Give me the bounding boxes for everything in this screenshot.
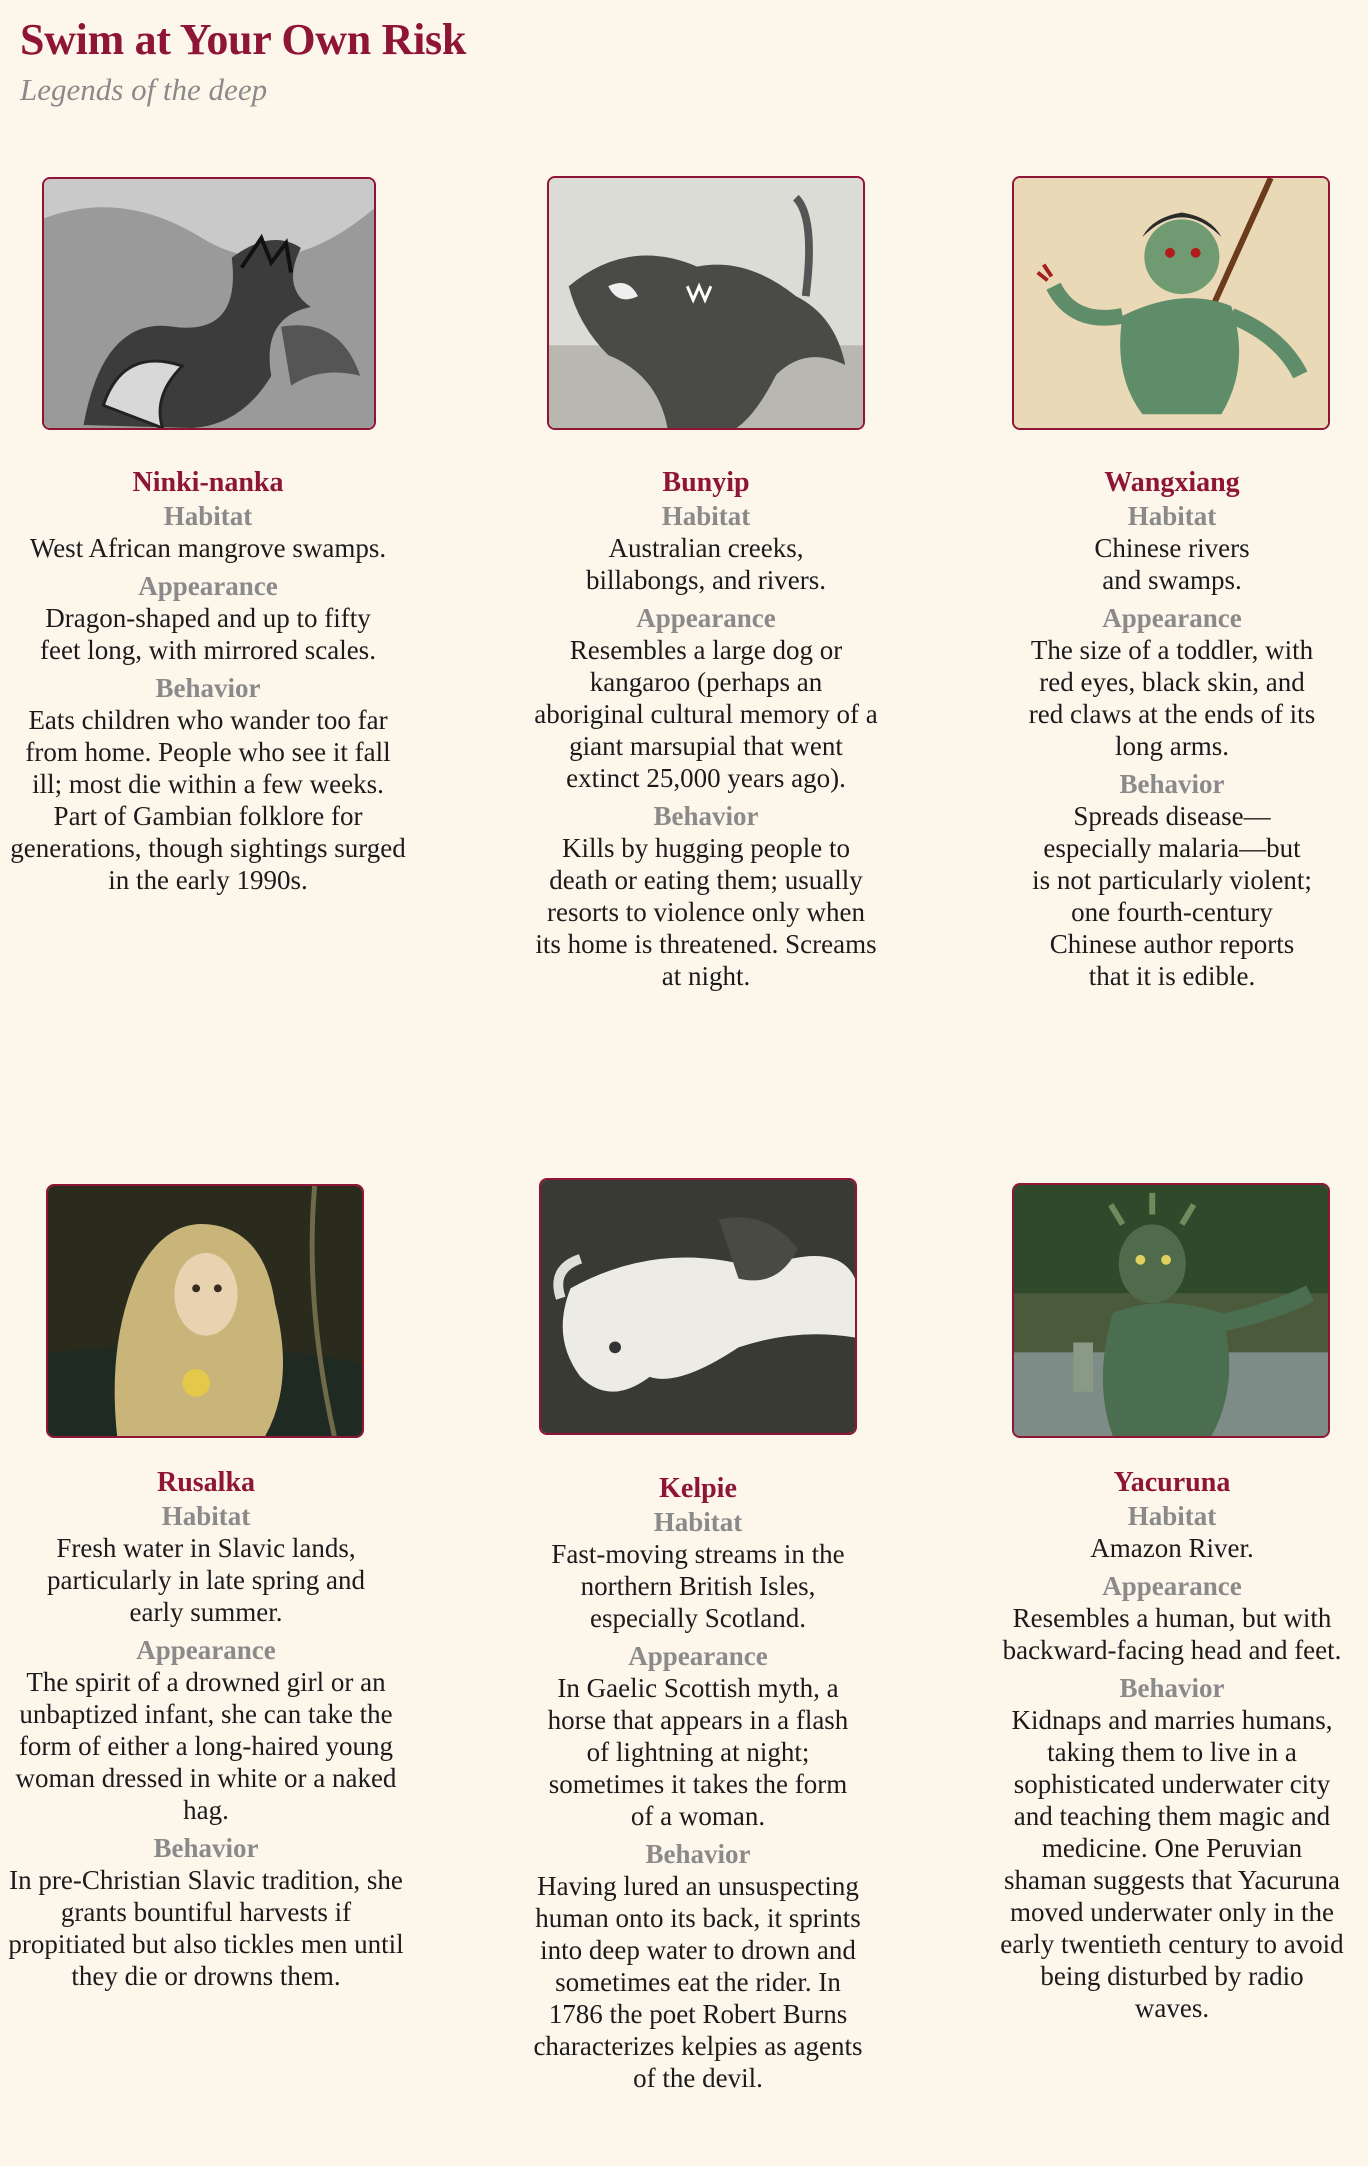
habitat-label: Habitat — [661, 501, 751, 531]
page-title: Swim at Your Own Risk — [20, 15, 467, 64]
habitat-label: Habitat — [1127, 1501, 1217, 1531]
creature-name: Kelpie — [659, 1473, 737, 1504]
creature-card-yacuruna — [972, 1466, 1368, 2030]
habitat-text: Australian creeks, billabongs, and rivers. — [586, 533, 826, 595]
behavior-text: Spreads disease—especially malaria—but is not particularly violent; one fourth-century Chinese author reports that it is edible. — [1032, 801, 1312, 991]
appearance-text: Resembles a large dog or kangaroo (perhaps an aboriginal cultural memory of a giant marsupial that went extinct 25,000 years ago). — [534, 635, 878, 793]
habitat-text: Chinese rivers and swamps. — [1094, 533, 1250, 595]
appearance-label: Appearance — [138, 571, 278, 601]
page-subtitle: Legends of the deep — [20, 72, 268, 107]
behavior-label: Behavior — [1119, 1673, 1225, 1703]
bunyip-sketch-image — [547, 176, 865, 430]
creature-name: Yacuruna — [1113, 1467, 1231, 1498]
behavior-text: Having lured an unsuspecting human onto its back, it sprints into deep water to drown and sometimes eat the rider. In 1786 the poet Robert Burns characterizes kelpies as agents of the devil. — [533, 1871, 863, 2093]
habitat-text: Fast-moving streams in the northern British Isles, especially Scotland. — [551, 1539, 845, 1633]
creature-name: Rusalka — [156, 1467, 256, 1498]
behavior-text: Kidnaps and marries humans, taking them to live in a sophisticated underwater city and teaching them magic and medicine. One Peruvian shaman suggests that Yacuruna moved underwater only in the early twentieth century to avoid being disturbed by radio waves. — [1000, 1705, 1344, 2023]
behavior-text: Eats children who wander too far from home. People who see it fall ill; most die within a few weeks. Part of Gambian folklore for generations, though sightings surged in the early 1990s. — [10, 705, 406, 895]
appearance-label: Appearance — [636, 603, 776, 633]
appearance-text: Dragon-shaped and up to fifty feet long, with mirrored scales. — [40, 603, 376, 665]
habitat-text: Amazon River. — [1090, 1533, 1254, 1563]
creature-card-bunyip — [506, 466, 906, 998]
appearance-text: The spirit of a drowned girl or an unbaptized infant, she can take the form of either a long-haired young woman dressed in white or a naked hag. — [15, 1667, 397, 1825]
behavior-label: Behavior — [1119, 769, 1225, 799]
habitat-label: Habitat — [161, 1501, 251, 1531]
behavior-label: Behavior — [653, 801, 759, 831]
river-creature-sculpture-image — [1012, 1183, 1330, 1438]
creature-name: Wangxiang — [1104, 467, 1240, 498]
appearance-text: Resembles a human, but with backward-facing head and feet. — [1002, 1603, 1342, 1665]
creature-name: Bunyip — [662, 467, 750, 498]
green-demon-painting-image — [1012, 176, 1330, 430]
habitat-label: Habitat — [1127, 501, 1217, 531]
behavior-label: Behavior — [645, 1839, 751, 1869]
creature-name: Ninki-nanka — [132, 467, 284, 498]
habitat-label: Habitat — [653, 1507, 743, 1537]
habitat-text: West African mangrove swamps. — [29, 533, 387, 563]
water-maiden-painting-image — [46, 1184, 364, 1438]
creature-card-ninki-nanka — [8, 466, 408, 902]
appearance-label: Appearance — [628, 1641, 768, 1671]
behavior-text: Kills by hugging people to death or eating them; usually resorts to violence only when its home is threatened. Screams at night. — [535, 833, 877, 991]
habitat-label: Habitat — [163, 501, 253, 531]
appearance-label: Appearance — [136, 1635, 276, 1665]
habitat-text: Fresh water in Slavic lands, particularly in late spring and early summer. — [47, 1533, 365, 1627]
appearance-text: The size of a toddler, with red eyes, black skin, and red claws at the ends of its long arms. — [1028, 635, 1316, 761]
appearance-label: Appearance — [1102, 1571, 1242, 1601]
behavior-text: In pre-Christian Slavic tradition, she grants bountiful harvests if propitiated but also tickles men until they die or drowns them. — [8, 1865, 404, 1991]
creature-card-kelpie — [498, 1472, 898, 2100]
appearance-text: In Gaelic Scottish myth, a horse that appears in a flash of lightning at night; sometimes it takes the form of a woman. — [547, 1673, 849, 1831]
creature-card-wangxiang — [972, 466, 1368, 998]
behavior-label: Behavior — [155, 673, 261, 703]
creature-card-rusalka — [6, 1466, 406, 1998]
white-horse-painting-image — [539, 1178, 857, 1435]
behavior-label: Behavior — [153, 1833, 259, 1863]
appearance-label: Appearance — [1102, 603, 1242, 633]
dragon-engraving-image — [42, 177, 376, 430]
